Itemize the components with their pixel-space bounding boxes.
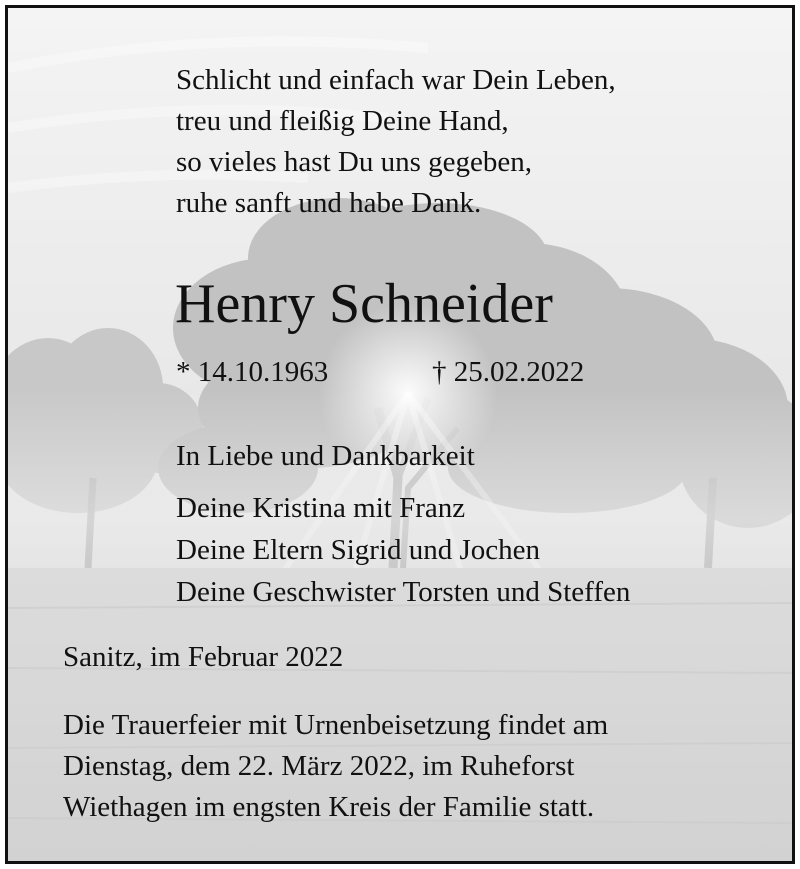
ceremony-line: Wiethagen im engsten Kreis der Familie statt.	[63, 791, 595, 823]
dedication: In Liebe und Dankbarkeit	[176, 440, 475, 472]
poem	[176, 60, 616, 224]
poem-line: so vieles hast Du uns gegeben,	[176, 146, 532, 178]
poem-line: ruhe sanft und habe Dank.	[176, 187, 482, 219]
obituary-notice	[5, 5, 795, 864]
death-date: † 25.02.2022	[432, 356, 585, 388]
mourner-line: Deine Geschwister Torsten und Steffen	[176, 576, 631, 608]
ceremony-line: Die Trauerfeier mit Urnenbeisetzung findet am	[63, 709, 609, 741]
birth-date: * 14.10.1963	[176, 356, 329, 388]
poem-line: treu und fleißig Deine Hand,	[176, 105, 509, 137]
poem-line: Schlicht und einfach war Dein Leben,	[176, 64, 616, 96]
ceremony-info	[63, 705, 608, 828]
place-date: Sanitz, im Februar 2022	[63, 641, 344, 673]
ceremony-line: Dienstag, dem 22. März 2022, im Ruheforst	[63, 750, 575, 782]
mourner-line: Deine Kristina mit Franz	[176, 492, 466, 524]
mourner-line: Deine Eltern Sigrid und Jochen	[176, 534, 541, 566]
deceased-name: Henry Schneider	[175, 273, 553, 335]
mourners-list	[176, 487, 630, 613]
